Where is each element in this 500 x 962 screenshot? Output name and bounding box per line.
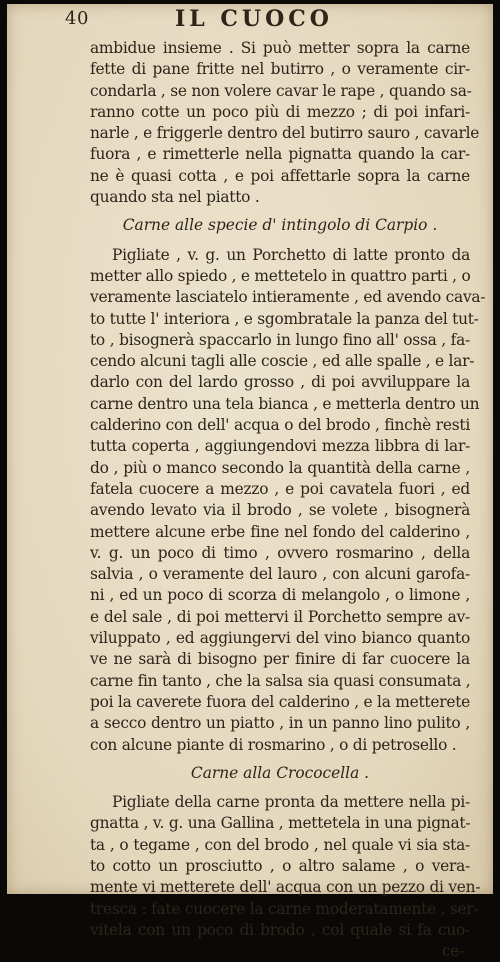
text-line: carne dentro una tela bianca , e metterla dentro un (90, 394, 480, 413)
text-line: con alcune piante di rosmarino , o di petrosello . (90, 735, 457, 754)
text-line: carne fin tanto , che la salsa sia quasi consumata , (90, 671, 471, 690)
text-line: narle , e friggerle dentro del butirro sauro , cavarle (90, 124, 480, 143)
text-line: ambidue insieme . Si può metter sopra la carne (90, 39, 470, 57)
text-line: v. g. un poco di timo , ovvero rosmarino , della (90, 543, 470, 562)
text-line: metter allo spiedo , e mettetelo in quattro parti , o (90, 266, 471, 285)
text-line: fuora , e rimetterle nella pignatta quando la car- (90, 145, 470, 164)
text-line: viluppato , ed aggiungervi del vino bianco quanto (90, 629, 470, 648)
text-line: vitela con un poco di brodo , col quale si fa cuo- (90, 920, 470, 939)
text-line: to , bisognerà spaccarlo in lungo fino all' ossa , fa- (90, 330, 470, 349)
text-line: ve ne sarà di bisogno per finire di far cuocere la (90, 650, 470, 669)
text-line: fatela cuocere a mezzo , e poi cavatela fuori , ed (90, 479, 470, 498)
text-line: veramente lasciatelo intieramente , ed avendo cava- (90, 288, 486, 307)
text-line: condarla , se non volere cavar le rape , quando sa- (90, 81, 472, 100)
text-line: salvia , o veramente del lauro , con alcuni garofa- (90, 565, 470, 584)
recipe-crococella (90, 792, 481, 962)
text-line: calderino con dell' acqua o del brodo , finchè resti (90, 416, 470, 435)
text-line: cendo alcuni tagli alle coscie , ed alle spalle , e lar- (90, 352, 475, 371)
text-line: Pigliate , v. g. un Porchetto di latte pronto da (112, 245, 470, 264)
text-line: ni , ed un poco di scorza di melangolo , o limone , (90, 586, 470, 605)
text-line: Pigliate della carne pronta da mettere nella pi- (112, 793, 470, 812)
page-number: 40 (65, 8, 89, 29)
catchword: ce- (441, 942, 464, 961)
page-header (65, 8, 445, 36)
recipe-carpio (90, 245, 486, 756)
text-line: e del sale , di poi mettervi il Porchetto sempre av- (90, 607, 470, 626)
text-line: mente vi metterete dell' acqua con un pezzo di ven- (90, 878, 481, 897)
text-line: mettere alcune erbe fine nel fondo del calderino , (90, 522, 470, 541)
text-line: quando sta nel piatto . (90, 188, 260, 207)
section-continuation (90, 38, 480, 208)
text-line: a secco dentro un piatto , in un panno lino pulito , (90, 714, 470, 733)
text-line: tutta coperta , aggiungendovi mezza libbra di lar- (90, 437, 470, 456)
running-head: IL CUOCO (175, 6, 333, 32)
text-line: fette di pane fritte nel butirro , o veramente cir- (90, 60, 470, 79)
book-page (7, 4, 493, 961)
text-line: ranno cotte un poco più di mezzo ; di poi infari- (90, 102, 470, 121)
text-line: do , più o manco secondo la quantità della carne , (90, 458, 470, 477)
text-line: darlo con del lardo grosso , di poi avviluppare la (90, 373, 470, 392)
text-line: ta , o tegame , con del brodo , nel quale vi sia sta- (90, 835, 470, 854)
text-line: ne è quasi cotta , e poi affettarle sopra la carne (90, 166, 470, 185)
text-line: tresca : fate cuocere la carne moderatamente , ser- (90, 899, 479, 918)
text-line: avendo levato via il brodo , se volete , bisognerà (90, 501, 470, 520)
recipe-heading-crococella: Carne alla Crococella . (190, 763, 370, 782)
text-block (90, 38, 486, 962)
recipe-heading-carpio: Carne alle specie d' intingolo di Carpio . (122, 216, 438, 235)
text-line: poi la caverete fuora del calderino , e la metterete (90, 692, 470, 711)
text-line: to tutte l' interiora , e sgombratale la panza del tut- (90, 309, 479, 328)
text-line: gnatta , v. g. una Gallina , mettetela in una pignat- (90, 814, 471, 833)
text-line: to cotto un prosciutto , o altro salame , o vera- (90, 856, 470, 875)
